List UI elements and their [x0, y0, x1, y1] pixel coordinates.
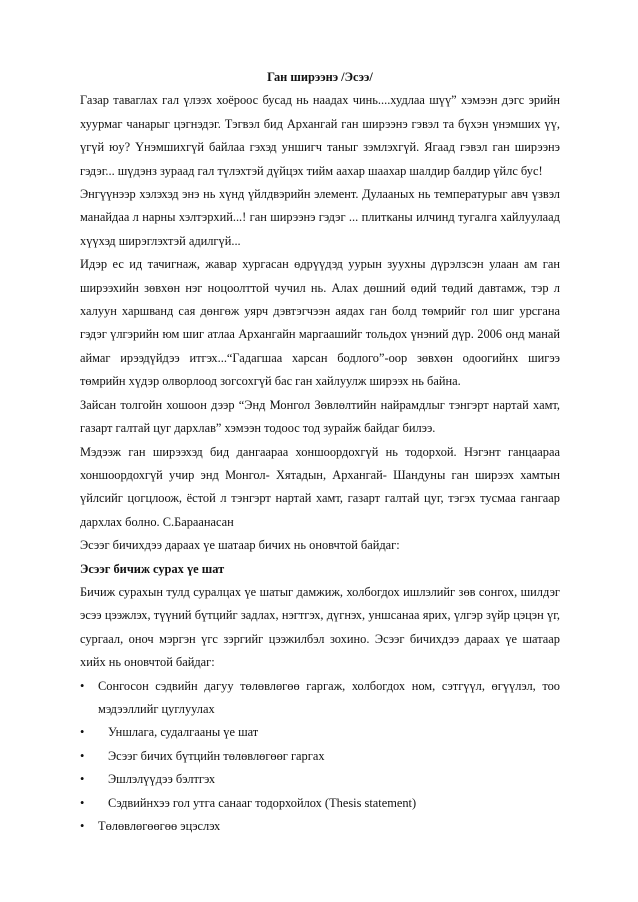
bullet-icon: •: [80, 678, 85, 693]
section-heading: Эсээг бичиж сурах үе шат: [80, 561, 225, 576]
paragraph-zaisan: Зайсан толгойн хошоон дээр “Энд Монгол Зөвлөлтийн найрамдлыг тэнгэрт нартай хамт, газарт галтай цуг дархлав” хэмээн тодоос тод зурайж байдаг билээ.: [80, 397, 560, 436]
list-item-text: Сэдвийнхээ гол утга санааг тодорхойлох (Thesis statement): [108, 795, 417, 810]
list-item-text: Сонгосон сэдвийн дагуу төлөвлөгөө гаргаж, холбогдох ном, сэтгүүл, өгүүлэл, тоо мэдээллийг цуглуулах: [98, 678, 560, 716]
paragraph-element: Энгүүнээр хэлэхэд энэ нь хүнд үйлдвэрийн элемент. Дулааных нь температурыг авч үзвэл манайдаа л нарны хэлтэрхий...! ган ширээнэ гэдэг ... плитканы илчинд тугалга хайлуулаад хүүхэд ширэглэхтэй адилгүй...: [80, 187, 560, 248]
paragraph-cooperation: Мэдээж ган ширээхэд бид дангаараа хоншоордохгүй нь тодорхой. Нэгэнт ганцаараа хоншоордохгүй учир энд Монгол- Хятадын, Архангай- Шандуны ган ширээх хамтын үйлсийг цогцлоож, ёстой л тэнгэрт нартай хамт, газарт галтай цуг, тэгэх тусмаа гангаар дархлах болно. С.Бараанасан: [80, 444, 560, 529]
list-item: [80, 721, 560, 744]
list-item: [80, 675, 560, 722]
list-item: [80, 768, 560, 791]
list-item: [80, 792, 560, 815]
bullet-icon: •: [80, 772, 85, 787]
list-item: [80, 745, 560, 768]
list-item-text: Төлөвлөгөөгөө эцэслэх: [98, 819, 221, 833]
document-title: Ган ширээнэ /Эсээ/: [267, 70, 373, 84]
bullet-icon: •: [80, 819, 85, 833]
paragraph-furnace: Идэр ес ид тачигнаж, жавар хургасан өдрүүдэд уурын зуухны дүрэлзсэн улаан ам ган ширээхийн зөвхөн нэг ноцоолттой чучил нь. Алах дөшний өдий төдий давтамж, тэр л халуун харшванд сая дөнгөж уярч дэвтэгчээн аядах ган болд төмрийг гол шиг урсгана гэдэг үлгэрийн юм шиг атлаа Архангайн маргаашийг тольдох үнэний дүр. 2006 онд манай аймаг ирээдүйдээ итгэх...“Гадагшаа харсан бодлого”-оор зөвхөн одоогийнх шигээ төмрийн хүдэр олворлоод зогсохгүй бас ган хайлуулж ширээх нь байна.: [80, 257, 560, 389]
list-item-text: Уншлага, судалгааны үе шат: [108, 725, 259, 740]
list-item-text: Эшлэлүүдээ бэлтгэх: [108, 772, 216, 787]
bullet-icon: •: [80, 795, 85, 810]
bullet-icon: •: [80, 748, 85, 763]
list-item-text: Эсээг бичих бүтцийн төлөвлөгөөг гаргах: [108, 748, 325, 763]
paragraph-intro: Газар таваглах гал үлээх хоёроос бусад нь наадах чинь....худлаа шүү” хэмээн дэгс эрийн хуурмаг чанарыг цэгнэдэг. Тэгвэл бид Архангай ган ширээнэ гэвэл та бүхэн үнэмших үү, үгүй юу? Үнэмшихгүй байлаа гэхэд уншигч таныг зэмлэхгүй. Ягаад гэвэл ган ширээнэ гэдэг... шүдэнз зураад гал түлэхтэй дүйцэх тийм аахар шаахар шалдир балдир үйлс бус!: [80, 93, 560, 178]
paragraph-stages-lead: Эсээг бичихдээ дараах үе шатаар бичих нь оновчтой байдаг:: [80, 538, 400, 553]
bullet-icon: •: [80, 725, 85, 740]
paragraph-stages-intro: Бичиж сурахын тулд суралцах үе шатыг дамжиж, холбогдох ишлэлийг зөв сонгох, шилдэг эсээ цээжлэх, түүний бүтцийг задлах, нэгтгэх, дүгнэх, уншсанаа ярих, үлгэр зүйр цэцэн үг, сургаал, оноч мэргэн үгс зэргийг цээжилбэл зохино. Эсээг бичихдээ дараах үе шатаар хийх нь оновчтой байдаг:: [80, 584, 560, 670]
list-item: [80, 815, 560, 838]
document-page: [80, 66, 560, 838]
